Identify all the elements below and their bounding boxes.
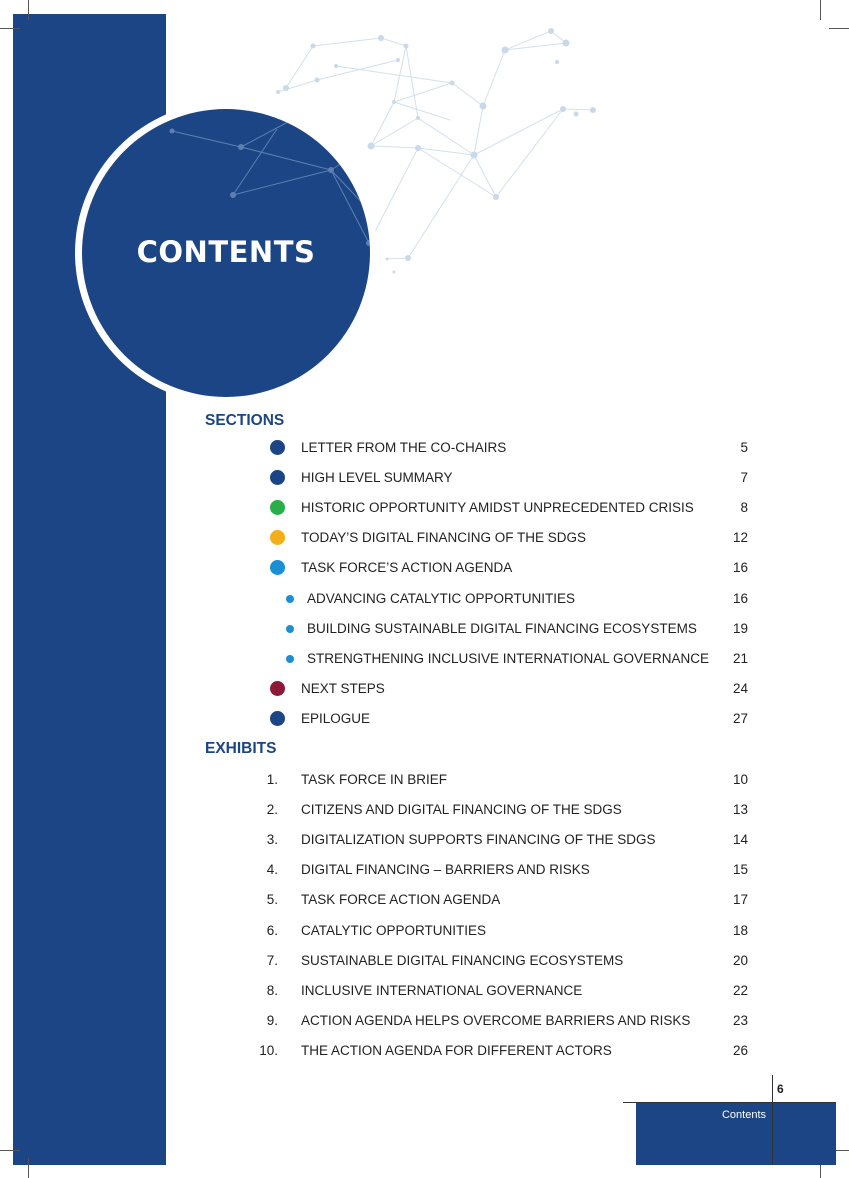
toc-entry-label: ACTION AGENDA HELPS OVERCOME BARRIERS AND RISKS <box>301 1013 691 1028</box>
toc-entry-page: 7 <box>740 470 748 485</box>
toc-entry-page: 22 <box>732 983 748 998</box>
toc-entry-label: HIGH LEVEL SUMMARY <box>301 470 453 485</box>
toc-subsection-row[interactable] <box>240 590 750 610</box>
toc-entry-label: CITIZENS AND DIGITAL FINANCING OF THE SDGS <box>301 802 622 817</box>
toc-section-row[interactable] <box>240 680 750 700</box>
toc-entry-label: DIGITAL FINANCING – BARRIERS AND RISKS <box>301 862 590 877</box>
exhibit-number: 10. <box>259 1043 278 1058</box>
toc-exhibit-row[interactable] <box>240 891 750 911</box>
exhibits-heading: EXHIBITS <box>205 740 277 757</box>
bullet-dot-icon <box>286 595 294 603</box>
bullet-dot-icon <box>286 655 294 663</box>
toc-exhibit-row[interactable] <box>240 922 750 942</box>
toc-entry-page: 12 <box>732 530 748 545</box>
crop-mark <box>829 28 849 29</box>
toc-entry-label: ADVANCING CATALYTIC OPPORTUNITIES <box>307 591 576 606</box>
toc-entry-label: HISTORIC OPPORTUNITY AMIDST UNPRECEDENTED CRISIS <box>301 500 694 515</box>
toc-entry-label: INCLUSIVE INTERNATIONAL GOVERNANCE <box>301 983 583 998</box>
toc-section-row[interactable] <box>240 559 750 579</box>
toc-section-row[interactable] <box>240 439 750 459</box>
toc-entry-label: TASK FORCE’S ACTION AGENDA <box>301 560 513 575</box>
toc-entry-page: 20 <box>732 953 748 968</box>
toc-exhibit-row[interactable] <box>240 982 750 1002</box>
toc-exhibit-row[interactable] <box>240 952 750 972</box>
toc-section-row[interactable] <box>240 529 750 549</box>
toc-entry-page: 23 <box>732 1013 748 1028</box>
toc-entry-page: 13 <box>732 802 748 817</box>
toc-entry-page: 16 <box>732 560 748 575</box>
toc-entry-label: BUILDING SUSTAINABLE DIGITAL FINANCING ECOSYSTEMS <box>307 621 697 636</box>
toc-section-row[interactable] <box>240 499 750 519</box>
page-number: 6 <box>777 1082 784 1096</box>
toc-entry-label: TASK FORCE IN BRIEF <box>301 772 448 787</box>
footer-rule-vertical <box>772 1075 773 1165</box>
bullet-dot-icon <box>270 440 285 455</box>
toc-entry-page: 10 <box>732 772 748 787</box>
toc-entry-page: 15 <box>732 862 748 877</box>
bullet-dot-icon <box>270 530 285 545</box>
exhibit-number: 1. <box>266 772 278 787</box>
toc-exhibit-row[interactable] <box>240 771 750 791</box>
sections-heading: SECTIONS <box>205 412 285 429</box>
toc-exhibit-row[interactable] <box>240 831 750 851</box>
toc-entry-label: STRENGTHENING INCLUSIVE INTERNATIONAL GOVERNANCE <box>307 651 710 666</box>
toc-exhibit-row[interactable] <box>240 1012 750 1032</box>
toc-entry-label: CATALYTIC OPPORTUNITIES <box>301 923 487 938</box>
toc-subsection-row[interactable] <box>240 620 750 640</box>
toc-entry-label: SUSTAINABLE DIGITAL FINANCING ECOSYSTEMS <box>301 953 624 968</box>
toc-section-row[interactable] <box>240 710 750 730</box>
toc-entry-page: 8 <box>740 500 748 515</box>
footer-rule-horizontal <box>623 1102 836 1103</box>
crop-mark <box>0 1150 20 1151</box>
toc-exhibit-row[interactable] <box>240 801 750 821</box>
toc-entry-page: 5 <box>740 440 748 455</box>
toc-entry-page: 27 <box>732 711 748 726</box>
exhibit-number: 6. <box>266 923 278 938</box>
exhibit-number: 4. <box>266 862 278 877</box>
toc-entry-page: 26 <box>732 1043 748 1058</box>
toc-entry-page: 21 <box>732 651 748 666</box>
page-title: CONTENTS <box>136 235 316 269</box>
toc-exhibit-row[interactable] <box>240 1042 750 1062</box>
toc-section-row[interactable] <box>240 469 750 489</box>
toc-exhibit-row[interactable] <box>240 861 750 881</box>
exhibit-number: 9. <box>266 1013 278 1028</box>
toc-entry-label: TASK FORCE ACTION AGENDA <box>301 892 501 907</box>
toc-entry-label: NEXT STEPS <box>301 681 385 696</box>
toc-entry-page: 18 <box>732 923 748 938</box>
toc-entry-label: THE ACTION AGENDA FOR DIFFERENT ACTORS <box>301 1043 612 1058</box>
toc-entry-label: EPILOGUE <box>301 711 371 726</box>
toc-entry-label: LETTER FROM THE CO-CHAIRS <box>301 440 507 455</box>
crop-mark <box>0 28 20 29</box>
toc-entry-page: 19 <box>732 621 748 636</box>
exhibit-number: 7. <box>266 953 278 968</box>
bullet-dot-icon <box>286 625 294 633</box>
footer-section-label: Contents <box>721 1109 766 1121</box>
toc-entry-page: 14 <box>732 832 748 847</box>
bullet-dot-icon <box>270 500 285 515</box>
toc-entry-page: 17 <box>732 892 748 907</box>
bullet-dot-icon <box>270 560 285 575</box>
bullet-dot-icon <box>270 711 285 726</box>
toc-entry-label: TODAY’S DIGITAL FINANCING OF THE SDGS <box>301 530 587 545</box>
toc-entry-label: DIGITALIZATION SUPPORTS FINANCING OF THE SDGS <box>301 832 656 847</box>
crop-mark <box>28 1158 29 1178</box>
toc-entry-page: 24 <box>732 681 748 696</box>
toc-entry-page: 16 <box>732 591 748 606</box>
exhibit-number: 5. <box>266 892 278 907</box>
exhibit-number: 2. <box>266 802 278 817</box>
toc-subsection-row[interactable] <box>240 650 750 670</box>
exhibit-number: 8. <box>266 983 278 998</box>
crop-mark <box>28 0 29 20</box>
crop-mark <box>820 0 821 20</box>
bullet-dot-icon <box>270 470 285 485</box>
exhibit-number: 3. <box>266 832 278 847</box>
bullet-dot-icon <box>270 681 285 696</box>
